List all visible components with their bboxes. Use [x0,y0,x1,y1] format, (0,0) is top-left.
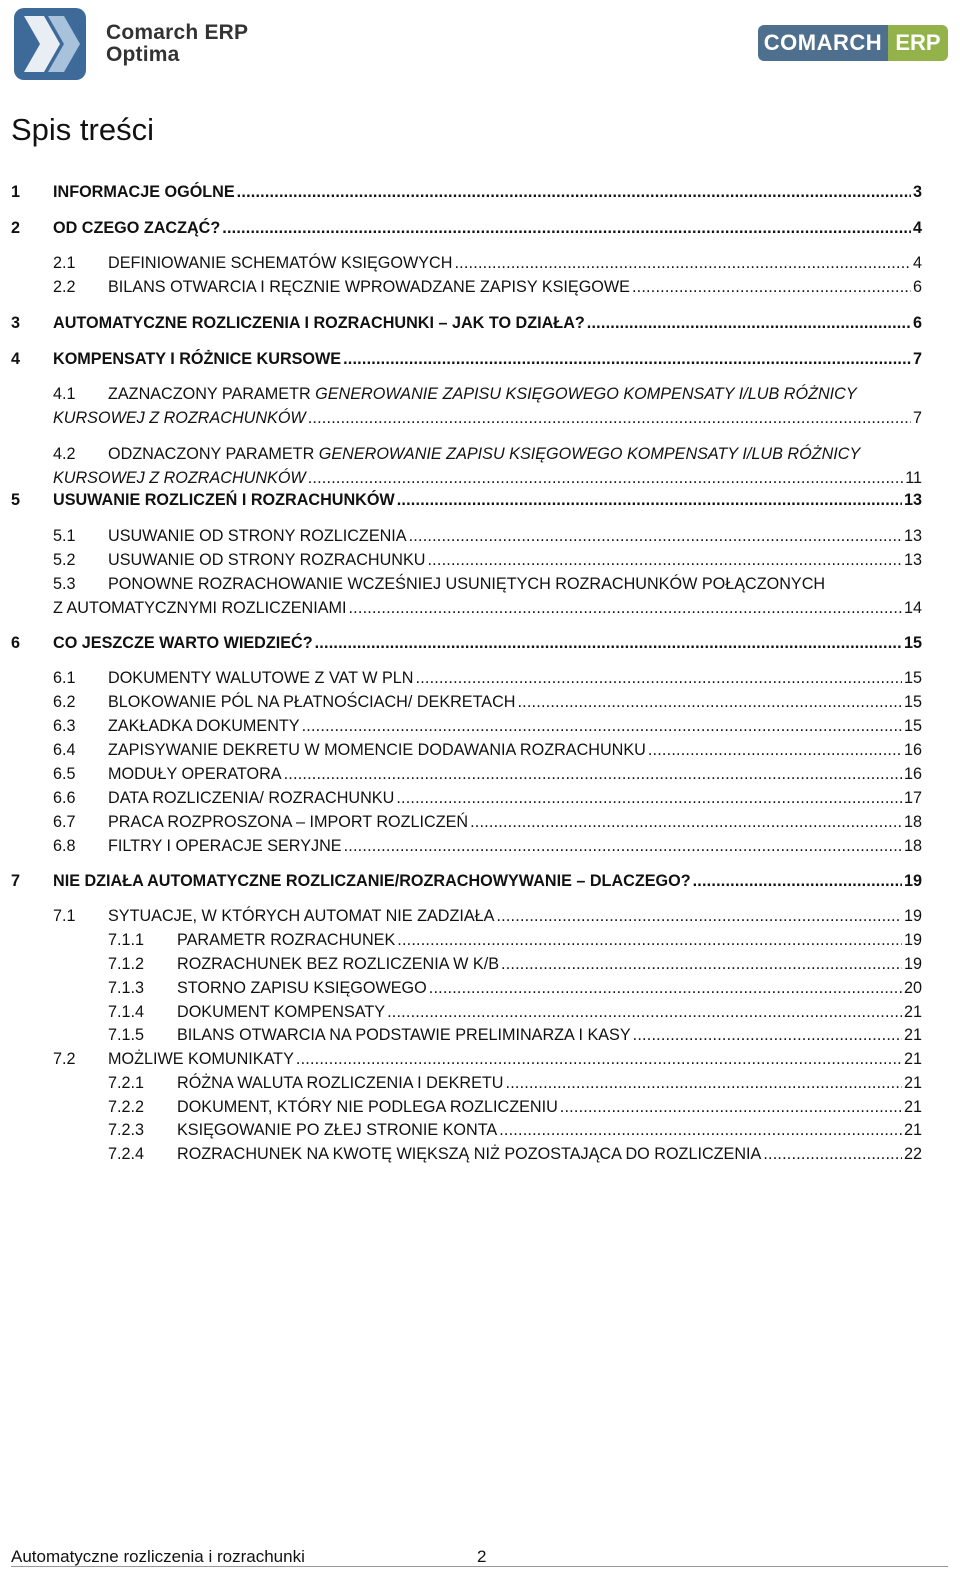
toc-entry-text: STORNO ZAPISU KSIĘGOWEGO [177,979,427,997]
toc-entry[interactable] [108,813,922,832]
toc-dot-leader [343,350,911,369]
toc-entry-number: 5 [11,491,21,509]
toc-entry-number: 7.2.1 [108,1074,145,1092]
toc-dot-leader [693,872,902,891]
toc-entry[interactable] [108,1050,922,1069]
toc-entry[interactable] [108,789,922,808]
toc-entry-text: MODUŁY OPERATORA [108,765,282,783]
toc-entry-page: 21 [903,1098,922,1116]
toc-dot-leader [397,931,902,950]
erp-logo-text: ERP [888,25,948,61]
toc-entry-page: 17 [903,789,922,807]
toc-entry-page: 15 [903,717,922,735]
toc-entry-number: 4.2 [53,445,76,463]
toc-entry-text: DEFINIOWANIE SCHEMATÓW KSIĘGOWYCH [108,254,453,272]
toc-entry-text: SYTUACJE, W KTÓRYCH AUTOMAT NIE ZADZIAŁA [108,907,495,925]
toc-dot-leader [396,789,902,808]
toc-entry[interactable] [177,955,922,974]
toc-entry-page: 11 [905,469,922,487]
toc-entry-text-a: ODZNACZONY PARAMETR [108,445,319,463]
toc-entry[interactable] [108,717,922,736]
page-header [0,0,960,90]
footer-divider [11,1566,948,1567]
toc-entry-text-b: GENEROWANIE ZAPISU KSIĘGOWEGO KOMPENSATY I/LUB RÓŻNICY [315,385,857,403]
toc-dot-leader [416,669,902,688]
toc-entry-page: 15 [903,669,922,687]
toc-entry-page: 3 [912,183,922,201]
toc-entry-number: 6 [11,634,21,652]
toc-entry-number: 7.1.2 [108,955,145,973]
toc-entry[interactable] [53,491,922,510]
toc-entry-number: 7.1.3 [108,979,145,997]
toc-dot-leader [308,409,911,428]
toc-entry-text: KSIĘGOWANIE PO ZŁEJ STRONIE KONTA [177,1121,498,1139]
toc-entry-page: 19 [903,955,922,973]
toc-dot-leader [427,551,902,570]
toc-entry-page: 6 [912,278,922,296]
toc-dot-leader [387,1003,902,1022]
toc-entry-text: Z AUTOMATYCZNYMI ROZLICZENIAMI [53,599,347,617]
toc-entry-text: RÓŻNA WALUTA ROZLICZENIA I DEKRETU [177,1074,504,1092]
toc-entry-text: CO JESZCZE WARTO WIEDZIEĆ? [53,634,313,652]
toc-entry-number: 2.1 [53,254,76,272]
toc-entry-page: 16 [903,741,922,759]
toc-entry-page: 19 [903,872,922,890]
toc-dot-leader [517,693,902,712]
toc-entry-number: 4 [11,350,21,368]
toc-entry[interactable] [53,872,922,891]
toc-dot-leader [499,1121,902,1140]
toc-entry-page: 15 [903,634,922,652]
toc-entry-page: 6 [912,314,922,332]
toc-entry-page: 18 [903,813,922,831]
toc-entry[interactable] [177,931,922,950]
toc-dot-leader [496,907,902,926]
toc-entry-number: 2 [11,219,21,237]
toc-entry-number: 1 [11,183,21,201]
toc-entry-number: 3 [11,314,21,332]
toc-entry-text: DATA ROZLICZENIA/ ROZRACHUNKU [108,789,395,807]
toc-entry[interactable] [108,765,922,784]
toc-entry-number: 7.2 [53,1050,76,1068]
toc-entry[interactable] [53,469,922,488]
toc-entry-number: 6.1 [53,669,76,687]
toc-dot-leader [296,1050,902,1069]
toc-entry-number: 4.1 [53,385,76,403]
toc-entry-text: PARAMETR ROZRACHUNEK [177,931,396,949]
toc-entry[interactable] [53,219,922,238]
toc-entry[interactable] [53,314,922,333]
toc-entry-number: 6.6 [53,789,76,807]
toc-dot-leader [763,1145,902,1164]
toc-entry-text: DOKUMENT, KTÓRY NIE PODLEGA ROZLICZENIU [177,1098,558,1116]
toc-entry-page: 4 [912,219,922,237]
toc-entry[interactable] [108,837,922,856]
toc-entry[interactable] [177,1121,922,1140]
toc-dot-leader [237,183,911,202]
toc-entry-text: DOKUMENT KOMPENSATY [177,1003,386,1021]
toc-entry-text-b: GENEROWANIE ZAPISU KSIĘGOWEGO KOMPENSATY I/LUB RÓŻNICY [318,445,861,463]
toc-dot-leader [397,491,902,510]
toc-entry[interactable] [53,634,922,653]
toc-entry-text: KURSOWEJ Z ROZRACHUNKÓW [53,469,306,487]
toc-entry[interactable] [108,254,922,273]
toc-entry-number: 7.2.4 [108,1145,145,1163]
footer-page-number: 2 [477,1547,487,1566]
toc-entry-text: OD CZEGO ZACZĄĆ? [53,219,221,237]
toc-entry[interactable] [108,278,922,297]
toc-entry[interactable] [53,183,922,202]
toc-entry-text: DOKUMENTY WALUTOWE Z VAT W PLN [108,669,414,687]
toc-entry-page: 20 [903,979,922,997]
toc-entry-number: 6.7 [53,813,76,831]
toc-entry-text: INFORMACJE OGÓLNE [53,183,235,201]
footer-doc-title: Automatyczne rozliczenia i rozrachunki [11,1547,305,1566]
toc-entry[interactable] [177,1145,922,1164]
toc-entry[interactable] [53,599,922,618]
toc-entry-number: 2.2 [53,278,76,296]
comarch-logo-text: COMARCH [758,25,888,61]
brand-line-1: Comarch ERP [106,21,249,44]
toc-entry-page: 15 [903,693,922,711]
toc-entry-number: 5.3 [53,575,76,593]
toc-dot-leader [302,717,902,736]
toc-entry-page: 7 [912,409,922,427]
toc-entry-page: 13 [903,551,922,569]
optima-logo-icon [14,8,86,80]
toc-dot-leader [344,837,902,856]
toc-entry-number: 7.1.1 [108,931,145,949]
toc-entry-text: USUWANIE ROZLICZEŃ I ROZRACHUNKÓW [53,491,395,509]
toc-entry-page: 19 [903,907,922,925]
toc-entry-number: 6.8 [53,837,76,855]
toc-entry-page: 22 [903,1145,922,1163]
toc-dot-leader [429,979,902,998]
toc-entry[interactable] [53,409,922,428]
toc-entry-text-line1[interactable] [108,385,857,404]
toc-entry[interactable] [108,669,922,688]
toc-entry-page: 21 [903,1074,922,1092]
toc-entry-text: PRACA ROZPROSZONA – IMPORT ROZLICZEŃ [108,813,469,831]
toc-entry-text: USUWANIE OD STRONY ROZLICZENIA [108,527,407,545]
toc-entry-page: 21 [903,1026,922,1044]
toc-dot-leader [315,634,902,653]
toc-dot-leader [633,1026,902,1045]
toc-entry-number: 7.1.4 [108,1003,145,1021]
toc-dot-leader [506,1074,902,1093]
toc-entry-text: KOMPENSATY I RÓŻNICE KURSOWE [53,350,342,368]
comarch-erp-optima-logo [14,8,248,80]
toc-entry-number: 6.4 [53,741,76,759]
toc-dot-leader [560,1098,902,1117]
toc-entry[interactable] [108,741,922,760]
toc-entry-text: NIE DZIAŁA AUTOMATYCZNE ROZLICZANIE/ROZRACHOWYWANIE – DLACZEGO? [53,872,691,890]
toc-entry[interactable] [177,1098,922,1117]
toc-entry-number: 6.5 [53,765,76,783]
toc-entry-page: 16 [903,765,922,783]
page-title: Spis treści [11,112,154,147]
toc-entry[interactable] [177,1026,922,1045]
toc-entry-text: BILANS OTWARCIA I RĘCZNIE WPROWADZANE ZAPISY KSIĘGOWE [108,278,630,296]
toc-entry-number: 7.1 [53,907,76,925]
toc-entry-page: 13 [903,527,922,545]
toc-entry-number: 7.1.5 [108,1026,145,1044]
toc-entry-page: 19 [903,931,922,949]
toc-entry-page: 14 [903,599,922,617]
toc-entry-text: ROZRACHUNEK NA KWOTĘ WIĘKSZĄ NIŻ POZOSTAJĄCA DO ROZLICZENIA [177,1145,762,1163]
toc-entry-text: ZAKŁADKA DOKUMENTY [108,717,300,735]
toc-entry-number: 7.2.2 [108,1098,145,1116]
toc-entry-text: ROZRACHUNEK BEZ ROZLICZENIA W K/B [177,955,499,973]
toc-entry[interactable] [108,527,922,546]
toc-entry-number: 6.2 [53,693,76,711]
toc-entry-text: AUTOMATYCZNE ROZLICZENIA I ROZRACHUNKI – JAK TO DZIAŁA? [53,314,585,332]
toc-dot-leader [308,469,903,488]
toc-entry-page: 13 [903,491,922,509]
toc-dot-leader [409,527,902,546]
toc-entry-number: 7 [11,872,21,890]
toc-dot-leader [587,314,911,333]
toc-entry-text: KURSOWEJ Z ROZRACHUNKÓW [53,409,306,427]
toc-entry-number: 6.3 [53,717,76,735]
page-footer [11,1547,487,1567]
toc-entry[interactable] [108,693,922,712]
toc-entry-number: 7.2.3 [108,1121,145,1139]
toc-entry-text: FILTRY I OPERACJE SERYJNE [108,837,342,855]
toc-entry-text-a: ZAZNACZONY PARAMETR [108,385,316,403]
toc-entry-text-a: PONOWNE ROZRACHOWANIE WCZEŚNIEJ USUNIĘTYCH ROZRACHUNKÓW POŁĄCZONYCH [108,575,826,593]
toc-entry-page: 7 [912,350,922,368]
toc-entry-text-line1[interactable] [108,575,825,594]
toc-entry[interactable] [177,1074,922,1093]
toc-entry[interactable] [53,350,922,369]
toc-entry-page: 21 [903,1121,922,1139]
toc-dot-leader [222,219,911,238]
toc-entry[interactable] [108,551,922,570]
toc-entry-number: 5.2 [53,551,76,569]
toc-dot-leader [454,254,911,273]
toc-dot-leader [348,599,902,618]
toc-entry[interactable] [177,979,922,998]
toc-entry-text: BLOKOWANIE PÓL NA PŁATNOŚCIACH/ DEKRETACH [108,693,516,711]
toc-dot-leader [632,278,911,297]
toc-entry-text: ZAPISYWANIE DEKRETU W MOMENCIE DODAWANIA ROZRACHUNKU [108,741,646,759]
toc-entry-page: 21 [903,1003,922,1021]
comarch-erp-logo [758,25,948,61]
toc-entry-text-line1[interactable] [108,445,860,464]
toc-entry[interactable] [177,1003,922,1022]
toc-dot-leader [501,955,902,974]
toc-entry-text: USUWANIE OD STRONY ROZRACHUNKU [108,551,426,569]
toc-dot-leader [470,813,902,832]
toc-entry-number: 5.1 [53,527,76,545]
toc-entry[interactable] [108,907,922,926]
toc-entry-text: BILANS OTWARCIA NA PODSTAWIE PRELIMINARZA I KASY [177,1026,631,1044]
toc-entry-page: 4 [912,254,922,272]
toc-dot-leader [648,741,902,760]
toc-entry-text: MOŻLIWE KOMUNIKATY [108,1050,294,1068]
brand-line-2: Optima [106,43,180,66]
toc-entry-page: 18 [903,837,922,855]
toc-dot-leader [284,765,902,784]
toc-entry-page: 21 [903,1050,922,1068]
